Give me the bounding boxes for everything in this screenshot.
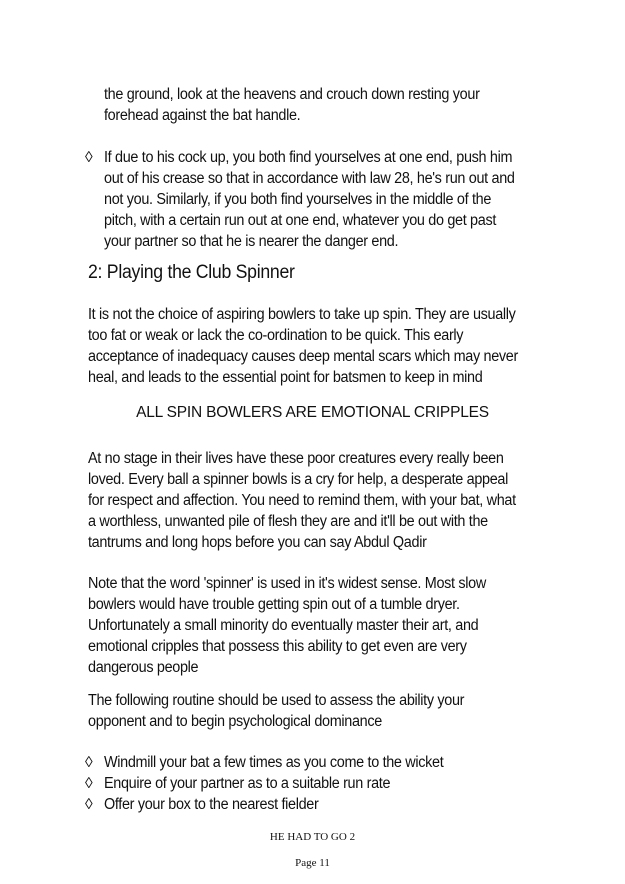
continuation-paragraph: the ground, look at the heavens and crouch down resting your forehead against the bat handle. <box>104 86 480 124</box>
paragraph-spin-choice: It is not the choice of aspiring bowlers to take up spin. They are usually too fat or weak or lack the co-ordination to be quick. This early acceptance of inadequacy causes deep mental scars which may never heal, and leads to the essential point for batsmen to keep in mind <box>88 306 518 386</box>
footer-title: HE HAD TO GO 2 <box>269 831 356 843</box>
page-number: Page 11 <box>295 857 330 869</box>
centered-statement: ALL SPIN BOWLERS ARE EMOTIONAL CRIPPLES <box>136 404 489 421</box>
paragraph-spinner-definition: Note that the word 'spinner' is used in it's widest sense. Most slow bowlers would have trouble getting spin out of a tumble dryer. Unfortunately a small minority do eventually master their art, and emotional cripples that possess this ability to get even are very dangerous people <box>88 575 486 676</box>
paragraph-poor-creatures: At no stage in their lives have these poor creatures every really been loved. Every ball a spinner bowls is a cry for help, a desperate appeal for respect and affection. You need to remind them, with your bat, what a worthless, unwanted pile of flesh they are and it'll be out with the tantrums and long hops before you can say Abdul Qadir <box>88 450 516 551</box>
routine-item-text: Offer your box to the nearest fielder <box>104 796 319 813</box>
paragraph-routine-intro: The following routine should be used to assess the ability your opponent and to begin psychological dominance <box>88 692 465 730</box>
diamond-bullet-icon: ◊ <box>85 775 93 792</box>
section-heading: 2: Playing the Club Spinner <box>88 262 295 283</box>
routine-item-text: Enquire of your partner as to a suitable run rate <box>104 775 391 792</box>
diamond-bullet-icon: ◊ <box>85 796 93 813</box>
routine-item-text: Windmill your bat a few times as you come to the wicket <box>104 754 444 771</box>
diamond-bullet-icon: ◊ <box>85 149 93 166</box>
bullet-runout-text: If due to his cock up, you both find yourselves at one end, push him out of his crease so that in accordance with law 28, he's run out and not you. Similarly, if you both find yourselves in the middle of the pitch, with a certain run out at one end, whatever you do get past your partner so that he is nearer the danger end. <box>104 149 515 250</box>
diamond-bullet-icon: ◊ <box>85 754 93 771</box>
